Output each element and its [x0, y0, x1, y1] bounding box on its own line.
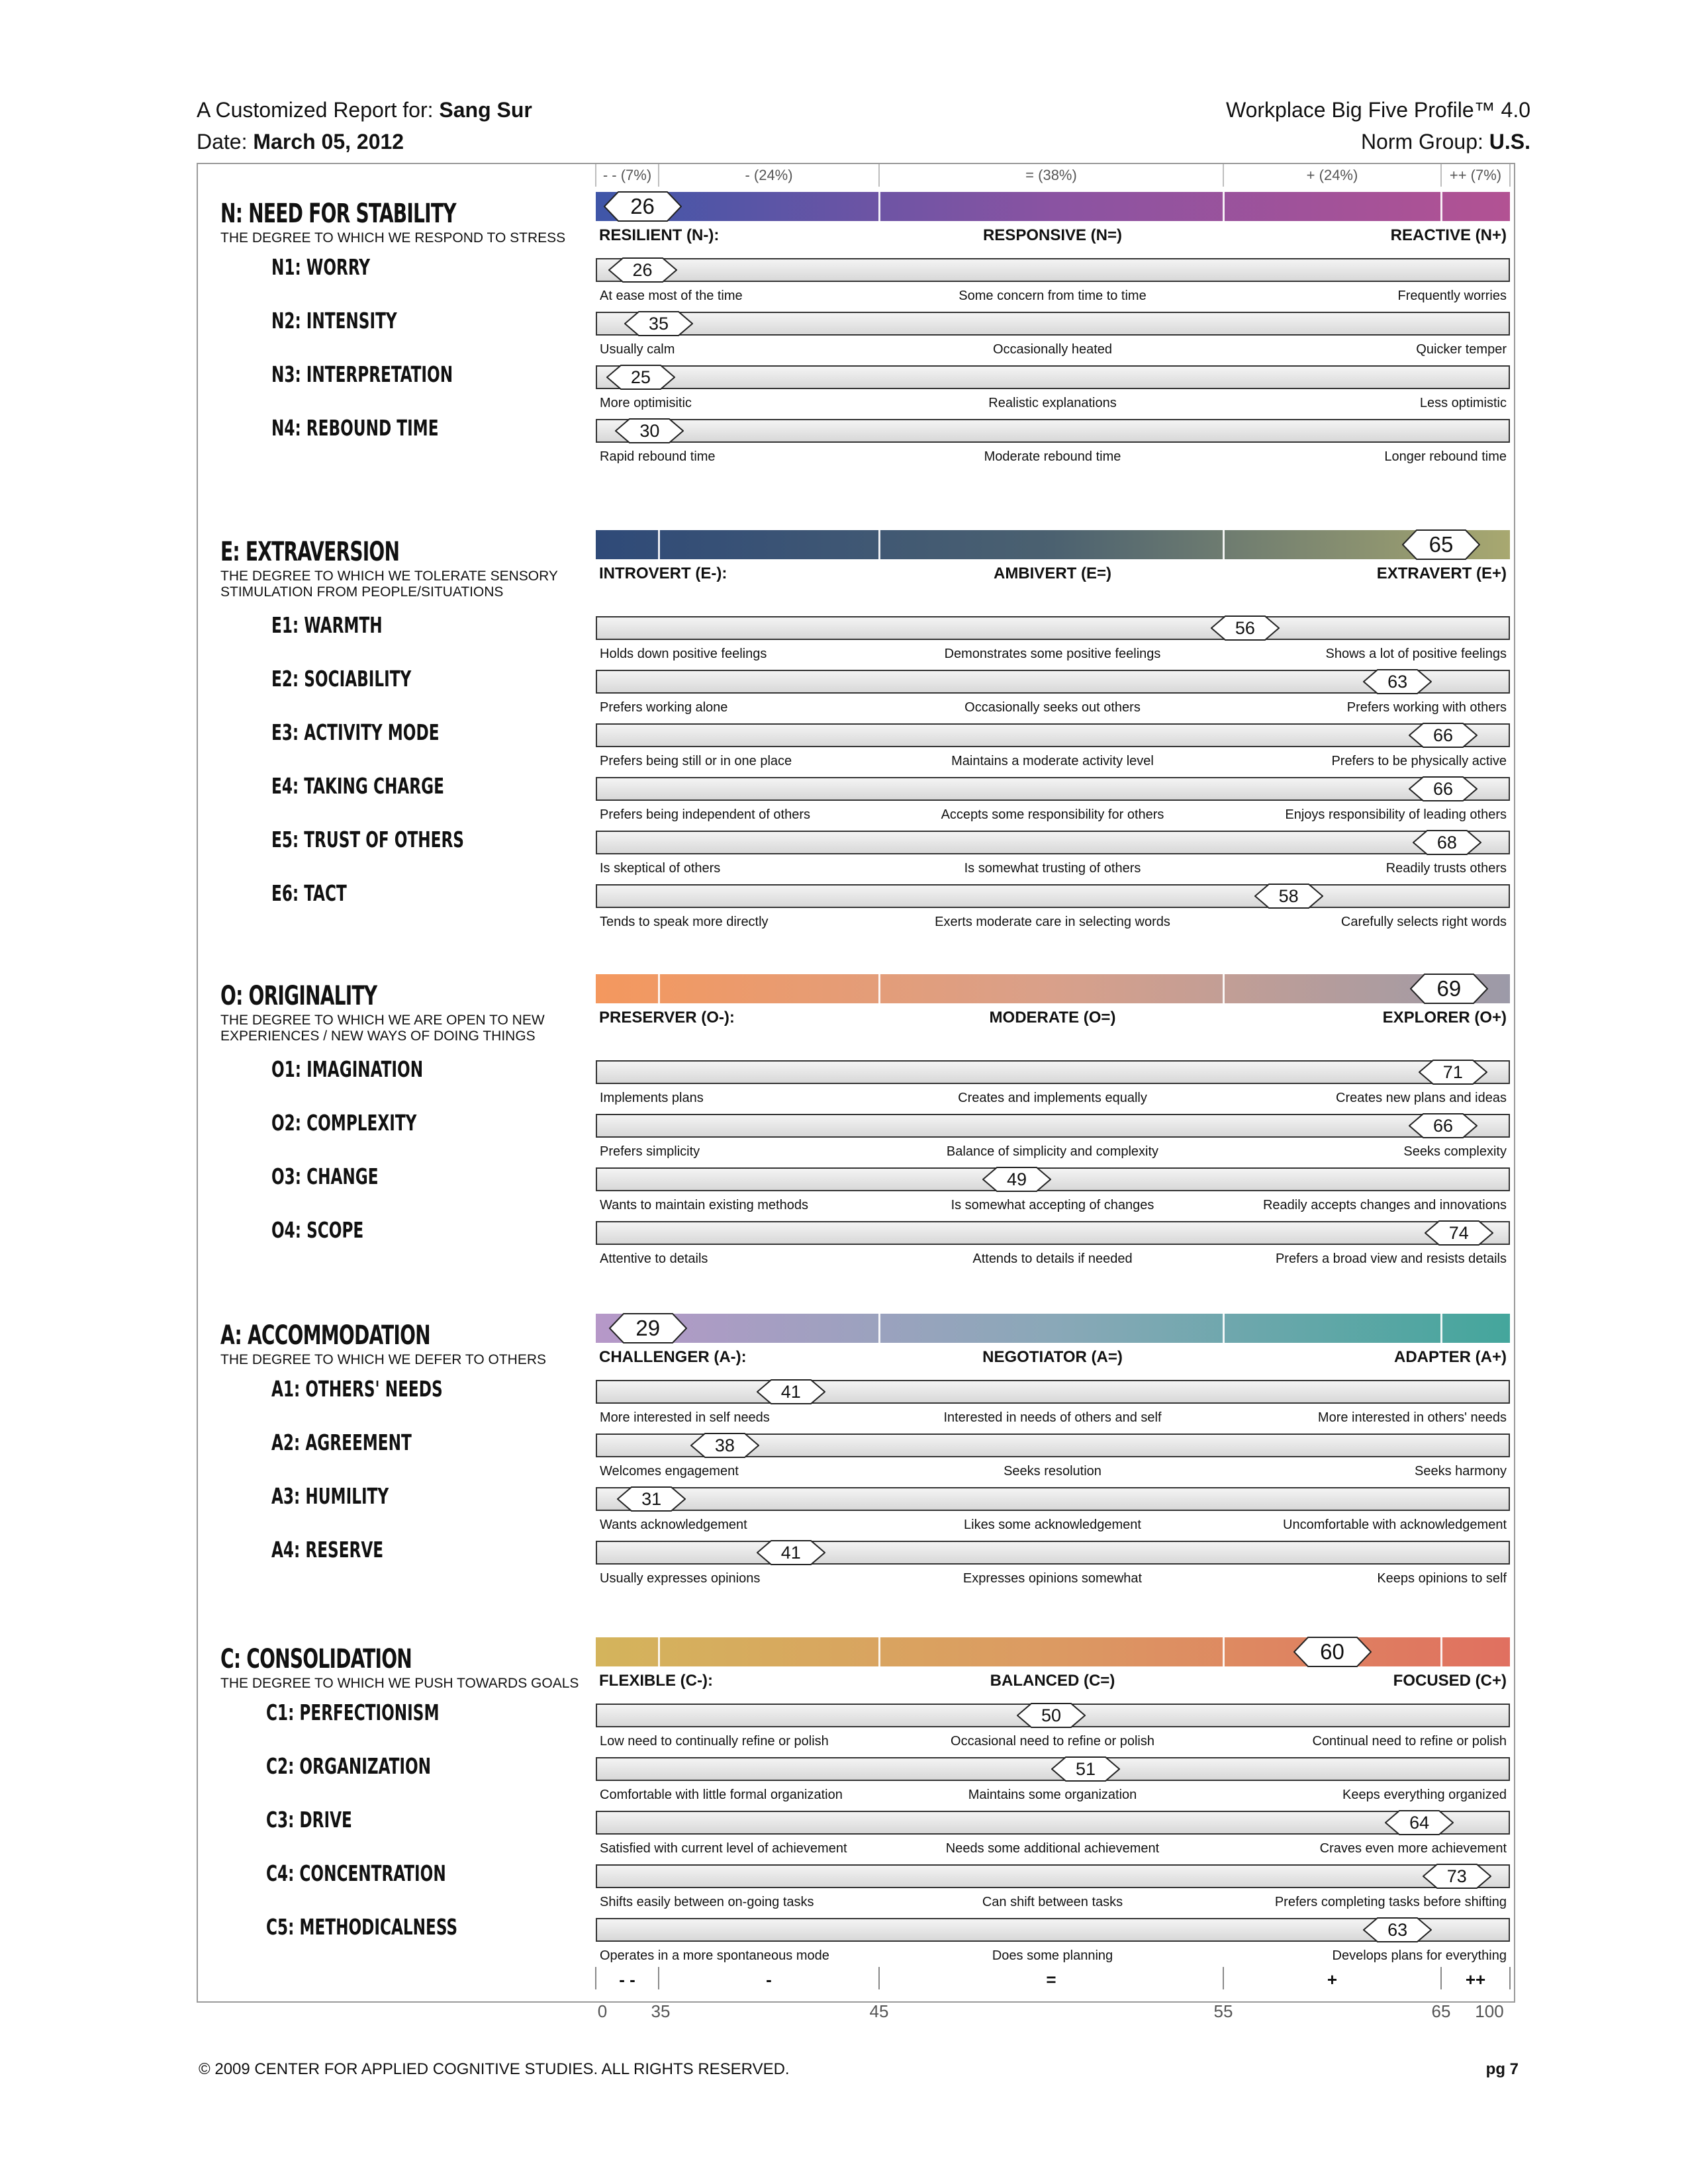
facet-mid-descriptor: Attends to details if needed — [972, 1251, 1133, 1266]
facet-high-descriptor: Shows a lot of positive feelings — [1325, 647, 1507, 661]
factor-pole-label-left: PRESERVER (O-): — [599, 1009, 735, 1026]
facet-bar — [596, 1541, 1510, 1565]
scale-number-5: 100 — [1475, 2001, 1504, 2021]
facet-low-descriptor: Implements plans — [600, 1091, 704, 1105]
scale-number-2: 45 — [869, 2001, 889, 2021]
scale-symbol-0: - - — [619, 1970, 635, 1989]
score-value: 68 — [1436, 833, 1457, 852]
facet-mid-descriptor: Is somewhat accepting of changes — [951, 1198, 1154, 1212]
facet-high-descriptor: Keeps opinions to self — [1377, 1571, 1507, 1586]
scale-divider — [1440, 1967, 1442, 1989]
distribution-band-4: ++ (7%) — [1449, 167, 1502, 183]
facet-bar — [596, 884, 1510, 908]
score-value: 64 — [1409, 1813, 1430, 1833]
score-marker — [1385, 1810, 1454, 1835]
facet-bar — [596, 1864, 1510, 1888]
score-value: 73 — [1446, 1866, 1467, 1886]
facet-mid-descriptor: Seeks resolution — [1004, 1464, 1102, 1479]
facet-low-descriptor: Prefers being still or in one place — [600, 754, 792, 768]
facet-bar — [596, 419, 1510, 443]
band-divider — [1223, 164, 1224, 187]
facet-bar — [596, 258, 1510, 282]
facet-mid-descriptor: Accepts some responsibility for others — [941, 807, 1164, 822]
score-value: 35 — [648, 314, 669, 334]
facet-name: A4: RESERVE — [271, 1537, 384, 1563]
facet-low-descriptor: Tends to speak more directly — [600, 915, 769, 929]
facet-high-descriptor: Craves even more achievement — [1319, 1841, 1507, 1856]
factor-title: N: NEED FOR STABILITY — [220, 199, 456, 229]
facet-high-descriptor: Prefers working with others — [1346, 700, 1507, 715]
facet-low-descriptor: Prefers being independent of others — [600, 807, 810, 822]
date-line — [197, 130, 404, 154]
facet-mid-descriptor: Maintains some organization — [968, 1788, 1137, 1802]
score-value: 56 — [1235, 618, 1255, 638]
facet-mid-descriptor: Occasionally heated — [992, 342, 1113, 357]
date-label: Date: — [197, 130, 248, 154]
score-value: 51 — [1075, 1759, 1096, 1779]
copyright: © 2009 CENTER FOR APPLIED COGNITIVE STUDIES. ALL RIGHTS RESERVED. — [199, 2060, 790, 2078]
score-value: 60 — [1320, 1639, 1344, 1664]
facet-high-descriptor: Enjoys responsibility of leading others — [1285, 807, 1507, 822]
band-tick — [658, 974, 660, 1003]
score-marker — [1211, 615, 1280, 641]
factor-pole-label-right: REACTIVE (N+) — [1390, 226, 1507, 244]
facet-mid-descriptor: Occasional need to refine or polish — [951, 1734, 1154, 1749]
factor-pole-label-center: BALANCED (C=) — [990, 1672, 1115, 1690]
score-value: 65 — [1429, 532, 1454, 557]
score-marker — [1413, 830, 1481, 855]
facet-low-descriptor: Usually calm — [600, 342, 675, 357]
band-tick — [1223, 974, 1225, 1003]
facet-mid-descriptor: Is somewhat trusting of others — [964, 861, 1141, 876]
page-number: pg 7 — [1485, 2060, 1519, 2078]
facet-name: O1: IMAGINATION — [271, 1056, 424, 1082]
facet-name: O3: CHANGE — [271, 1163, 379, 1189]
band-tick — [1223, 1637, 1225, 1666]
score-marker — [1254, 884, 1323, 909]
facet-high-descriptor: Quicker temper — [1416, 342, 1507, 357]
band-tick — [878, 530, 880, 559]
facet-high-descriptor: Readily accepts changes and innovations — [1262, 1198, 1507, 1212]
facet-low-descriptor: More optimisitic — [600, 396, 692, 410]
facet-low-descriptor: At ease most of the time — [600, 289, 743, 303]
facet-name: C2: ORGANIZATION — [266, 1753, 432, 1779]
facet-name: C3: DRIVE — [266, 1807, 352, 1833]
score-value: 41 — [780, 1543, 801, 1563]
band-divider — [1440, 164, 1442, 187]
facet-bar — [596, 723, 1510, 747]
factor-pole-label-center: MODERATE (O=) — [989, 1009, 1116, 1026]
factor-pole-label-right: EXTRAVERT (E+) — [1376, 565, 1507, 582]
score-marker — [1423, 1864, 1491, 1889]
factor-pole-label-center: RESPONSIVE (N=) — [982, 226, 1123, 244]
facet-name: C4: CONCENTRATION — [266, 1860, 446, 1886]
factor-pole-label-left: RESILIENT (N-): — [599, 226, 720, 244]
band-tick — [1440, 192, 1442, 221]
scale-number-3: 55 — [1213, 2001, 1233, 2021]
facet-name: E2: SOCIABILITY — [271, 666, 412, 692]
score-marker — [1363, 1917, 1432, 1942]
factor-pole-label-right: FOCUSED (C+) — [1393, 1672, 1507, 1690]
facet-bar — [596, 365, 1510, 389]
scale-divider — [658, 1967, 659, 1989]
facet-bar — [596, 1811, 1510, 1835]
facet-name: A1: OTHERS' NEEDS — [271, 1376, 443, 1402]
facet-low-descriptor: More interested in self needs — [600, 1410, 770, 1425]
score-value: 71 — [1442, 1062, 1463, 1082]
facet-name: O2: COMPLEXITY — [271, 1110, 417, 1136]
score-value: 66 — [1432, 1116, 1453, 1136]
facet-name: E1: WARMTH — [271, 612, 383, 638]
factor-title: E: EXTRAVERSION — [220, 537, 400, 567]
score-marker — [1017, 1703, 1086, 1728]
norm-value: U.S. — [1489, 130, 1530, 154]
facet-name: E5: TRUST OF OTHERS — [271, 827, 464, 852]
facet-bar — [596, 1167, 1510, 1191]
score-marker — [1409, 723, 1477, 748]
scale-divider — [595, 1967, 596, 1989]
factor-description: THE DEGREE TO WHICH WE PUSH TOWARDS GOALS — [220, 1676, 579, 1691]
facet-mid-descriptor: Does some planning — [992, 1948, 1113, 1963]
facet-low-descriptor: Usually expresses opinions — [600, 1571, 761, 1586]
score-marker — [624, 311, 693, 336]
scale-divider — [878, 1967, 880, 1989]
facet-name: N4: REBOUND TIME — [271, 415, 439, 441]
score-marker — [1363, 669, 1432, 694]
facet-low-descriptor: Satisfied with current level of achievement — [600, 1841, 847, 1856]
factor-pole-label-center: AMBIVERT (E=) — [993, 565, 1111, 582]
facet-name: N1: WORRY — [271, 254, 371, 280]
score-value: 38 — [714, 1435, 735, 1455]
facet-mid-descriptor: Expresses opinions somewhat — [962, 1571, 1143, 1586]
factor-pole-label-right: EXPLORER (O+) — [1382, 1009, 1507, 1026]
facet-bar — [596, 1114, 1510, 1138]
scale-symbol-2: = — [1046, 1970, 1056, 1989]
band-divider — [1509, 164, 1511, 187]
score-value: 41 — [780, 1382, 801, 1402]
facet-mid-descriptor: Demonstrates some positive feelings — [944, 647, 1161, 661]
facet-high-descriptor: Prefers completing tasks before shifting — [1274, 1895, 1507, 1909]
facet-high-descriptor: More interested in others' needs — [1317, 1410, 1507, 1425]
factor-band — [596, 1314, 1510, 1343]
factor-pole-label-left: CHALLENGER (A-): — [599, 1348, 747, 1366]
facet-low-descriptor: Shifts easily between on-going tasks — [600, 1895, 814, 1909]
score-value: 30 — [639, 421, 660, 441]
score-marker — [982, 1167, 1051, 1192]
factor-band — [596, 1637, 1510, 1666]
distribution-band-2: = (38%) — [1025, 167, 1077, 183]
facet-bar — [596, 831, 1510, 854]
facet-name: E4: TAKING CHARGE — [271, 773, 444, 799]
band-tick — [878, 192, 880, 221]
person-name: Sang Sur — [439, 98, 532, 122]
score-value: 58 — [1278, 886, 1299, 906]
band-tick — [1223, 192, 1225, 221]
scale-number-4: 65 — [1431, 2001, 1451, 2021]
scale-symbol-1: - — [766, 1970, 772, 1989]
distribution-band-0: - - (7%) — [602, 167, 652, 183]
norm-label: Norm Group: — [1360, 130, 1483, 154]
score-value: 26 — [630, 194, 655, 218]
score-value: 25 — [630, 367, 651, 387]
score-marker — [606, 365, 675, 390]
band-tick — [1223, 1314, 1225, 1343]
facet-mid-descriptor: Moderate rebound time — [984, 449, 1121, 464]
facet-bar — [596, 777, 1510, 801]
facet-name: A2: AGREEMENT — [271, 1430, 412, 1455]
facet-high-descriptor: Keeps everything organized — [1342, 1788, 1507, 1802]
facet-mid-descriptor: Interested in needs of others and self — [943, 1410, 1162, 1425]
band-tick — [1223, 530, 1225, 559]
factor-description: THE DEGREE TO WHICH WE RESPOND TO STRESS — [220, 230, 566, 246]
score-marker — [615, 418, 684, 443]
facet-name: E6: TACT — [271, 880, 347, 906]
facet-name: E3: ACTIVITY MODE — [271, 719, 440, 745]
report-for-line — [197, 98, 532, 122]
facet-bar — [596, 1221, 1510, 1245]
score-marker — [757, 1540, 825, 1565]
facet-low-descriptor: Wants acknowledgement — [600, 1518, 747, 1532]
facet-high-descriptor: Frequently worries — [1397, 289, 1507, 303]
facet-bar — [596, 1380, 1510, 1404]
factor-description: THE DEGREE TO WHICH WE DEFER TO OTHERS — [220, 1352, 546, 1367]
facet-mid-descriptor: Exerts moderate care in selecting words — [935, 915, 1170, 929]
distribution-band-1: - (24%) — [745, 167, 793, 183]
facet-low-descriptor: Comfortable with little formal organization — [600, 1788, 843, 1802]
score-marker — [757, 1379, 825, 1404]
facet-name: C1: PERFECTIONISM — [266, 1700, 440, 1725]
factor-title: A: ACCOMMODATION — [220, 1320, 430, 1351]
factor-description: THE DEGREE TO WHICH WE TOLERATE SENSORY STIMULATION FROM PEOPLE/SITUATIONS — [220, 569, 558, 600]
factor-title: O: ORIGINALITY — [220, 981, 377, 1011]
score-marker — [1409, 776, 1477, 801]
facet-mid-descriptor: Can shift between tasks — [982, 1895, 1123, 1909]
score-marker — [1293, 1637, 1372, 1667]
score-value: 66 — [1432, 779, 1453, 799]
facet-bar — [596, 1487, 1510, 1511]
factor-pole-label-left: INTROVERT (E-): — [599, 565, 727, 582]
band-tick — [878, 1637, 880, 1666]
score-marker — [1425, 1220, 1493, 1246]
facet-high-descriptor: Seeks harmony — [1415, 1464, 1507, 1479]
factor-description: THE DEGREE TO WHICH WE ARE OPEN TO NEW EXPERIENCES / NEW WAYS OF DOING THINGS — [220, 1013, 545, 1044]
facet-mid-descriptor: Creates and implements equally — [958, 1091, 1147, 1105]
facet-mid-descriptor: Realistic explanations — [988, 396, 1117, 410]
facet-high-descriptor: Less optimistic — [1419, 396, 1507, 410]
score-marker — [690, 1433, 759, 1458]
band-tick — [658, 1637, 660, 1666]
factor-pole-label-left: FLEXIBLE (C-): — [599, 1672, 713, 1690]
score-value: 66 — [1432, 725, 1453, 745]
score-marker — [1409, 1113, 1477, 1138]
facet-high-descriptor: Prefers to be physically active — [1331, 754, 1507, 768]
facet-high-descriptor: Carefully selects right words — [1340, 915, 1507, 929]
score-marker — [1419, 1060, 1487, 1085]
facet-mid-descriptor: Some concern from time to time — [959, 289, 1147, 303]
score-marker — [1051, 1756, 1120, 1782]
facet-bar — [596, 616, 1510, 640]
factor-band — [596, 192, 1510, 221]
score-marker — [1402, 529, 1480, 560]
distribution-band-3: + (24%) — [1306, 167, 1358, 183]
score-marker — [1410, 974, 1488, 1004]
band-tick — [1440, 1314, 1442, 1343]
factor-band — [596, 974, 1510, 1003]
score-value: 50 — [1041, 1706, 1062, 1725]
facet-low-descriptor: Attentive to details — [600, 1251, 708, 1266]
report-label: A Customized Report for: — [197, 98, 434, 122]
facet-mid-descriptor: Needs some additional achievement — [945, 1841, 1160, 1856]
score-value: 31 — [641, 1489, 662, 1509]
facet-high-descriptor: Uncomfortable with acknowledgement — [1283, 1518, 1507, 1532]
facet-bar — [596, 312, 1510, 336]
facet-low-descriptor: Holds down positive feelings — [600, 647, 767, 661]
score-value: 63 — [1387, 1920, 1408, 1940]
facet-high-descriptor: Prefers a broad view and resists details — [1275, 1251, 1507, 1266]
facet-high-descriptor: Longer rebound time — [1384, 449, 1507, 464]
band-divider — [595, 164, 596, 187]
band-tick — [878, 1314, 880, 1343]
norm-group-line — [1361, 130, 1530, 154]
facet-low-descriptor: Rapid rebound time — [600, 449, 716, 464]
score-marker — [604, 191, 682, 222]
facet-high-descriptor: Readily trusts others — [1385, 861, 1507, 876]
band-tick — [878, 974, 880, 1003]
facet-high-descriptor: Develops plans for everything — [1332, 1948, 1507, 1963]
facet-low-descriptor: Wants to maintain existing methods — [600, 1198, 808, 1212]
facet-mid-descriptor: Likes some acknowledgement — [964, 1518, 1141, 1532]
score-marker — [617, 1486, 686, 1512]
facet-low-descriptor: Is skeptical of others — [600, 861, 721, 876]
score-value: 63 — [1387, 672, 1408, 692]
score-value: 49 — [1006, 1169, 1027, 1189]
facet-low-descriptor: Welcomes engagement — [600, 1464, 739, 1479]
product-name: Workplace Big Five Profile™ 4.0 — [1225, 98, 1530, 122]
facet-high-descriptor: Seeks complexity — [1403, 1144, 1507, 1159]
facet-low-descriptor: Operates in a more spontaneous mode — [600, 1948, 829, 1963]
factor-title: C: CONSOLIDATION — [220, 1644, 412, 1674]
score-value: 26 — [632, 260, 653, 280]
facet-low-descriptor: Low need to continually refine or polish — [600, 1734, 829, 1749]
facet-name: N3: INTERPRETATION — [271, 361, 453, 387]
facet-high-descriptor: Continual need to refine or polish — [1312, 1734, 1507, 1749]
date-value: March 05, 2012 — [253, 130, 404, 154]
band-tick — [1440, 1637, 1442, 1666]
band-divider — [658, 164, 659, 187]
factor-pole-label-center: NEGOTIATOR (A=) — [982, 1348, 1123, 1366]
facet-low-descriptor: Prefers working alone — [600, 700, 728, 715]
score-value: 29 — [635, 1316, 661, 1340]
facet-mid-descriptor: Balance of simplicity and complexity — [946, 1144, 1159, 1159]
score-value: 69 — [1436, 976, 1462, 1001]
facet-bar — [596, 1060, 1510, 1084]
score-marker — [608, 257, 677, 283]
score-value: 74 — [1448, 1223, 1469, 1243]
factor-band — [596, 530, 1510, 559]
band-tick — [658, 530, 660, 559]
facet-mid-descriptor: Occasionally seeks out others — [964, 700, 1141, 715]
score-marker — [609, 1313, 687, 1343]
facet-name: O4: SCOPE — [271, 1217, 364, 1243]
facet-name: A3: HUMILITY — [271, 1483, 389, 1509]
band-divider — [878, 164, 880, 187]
facet-name: N2: INTENSITY — [271, 308, 397, 334]
facet-low-descriptor: Prefers simplicity — [600, 1144, 700, 1159]
scale-symbol-3: + — [1327, 1970, 1338, 1989]
scale-symbol-4: ++ — [1465, 1970, 1486, 1989]
facet-high-descriptor: Creates new plans and ideas — [1336, 1091, 1507, 1105]
scale-number-0: 0 — [597, 2001, 608, 2021]
scale-number-1: 35 — [651, 2001, 671, 2021]
scale-divider — [1223, 1967, 1224, 1989]
facet-mid-descriptor: Maintains a moderate activity level — [951, 754, 1154, 768]
scale-divider — [1509, 1967, 1511, 1989]
facet-name: C5: METHODICALNESS — [266, 1914, 458, 1940]
factor-pole-label-right: ADAPTER (A+) — [1393, 1348, 1507, 1366]
